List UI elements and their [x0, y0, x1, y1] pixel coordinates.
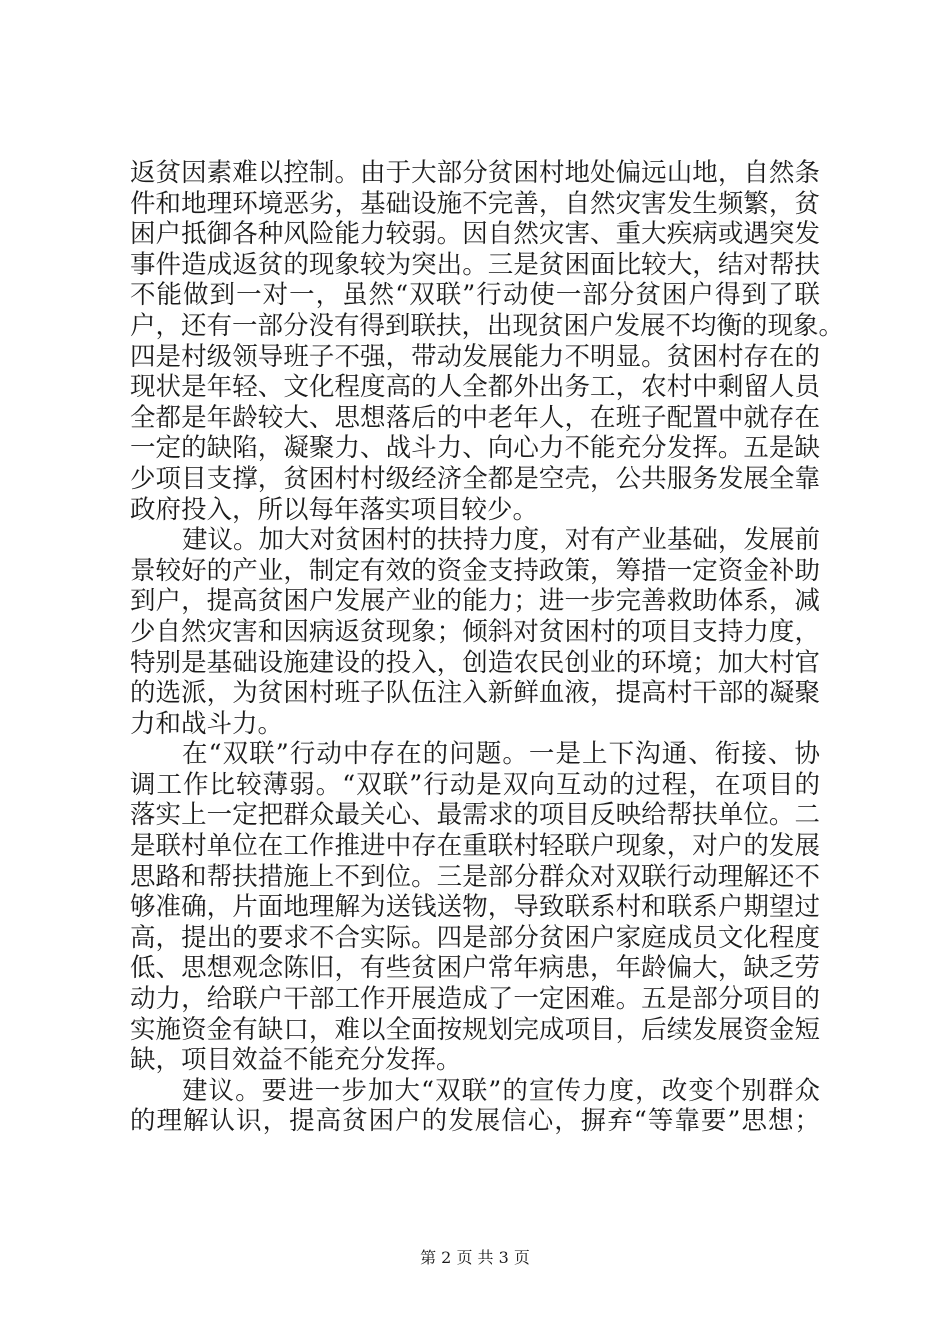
text-line: 动力，给联户干部工作开展造成了一定困难。五是部分项目的	[130, 984, 820, 1015]
text-line: 力和战斗力。	[130, 708, 284, 739]
text-line: 户，还有一部分没有得到联扶，出现贫困户发展不均衡的现象。	[130, 310, 845, 341]
text-line: 特别是基础设施建设的投入，创造农民创业的环境；加大村官	[130, 647, 820, 678]
text-line: 低、思想观念陈旧，有些贫困户常年病患，年龄偏大，缺乏劳	[130, 953, 820, 984]
text-line: 少自然灾害和因病返贫现象；倾斜对贫困村的项目支持力度，	[130, 616, 820, 647]
text-line: 落实上一定把群众最关心、最需求的项目反映给帮扶单位。二	[130, 800, 820, 831]
text-line: 全都是年龄较大、思想落后的中老年人，在班子配置中就存在	[130, 402, 820, 433]
text-line: 思路和帮扶措施上不到位。三是部分群众对双联行动理解还不	[130, 861, 820, 892]
text-line: 建议。加大对贫困村的扶持力度，对有产业基础，发展前	[182, 525, 820, 556]
text-line: 不能做到一对一，虽然“双联”行动使一部分贫困户得到了联	[130, 280, 820, 311]
text-line: 是联村单位在工作推进中存在重联村轻联户现象，对户的发展	[130, 831, 820, 862]
text-line: 的选派，为贫困村班子队伍注入新鲜血液，提高村干部的凝聚	[130, 678, 820, 709]
document-body	[130, 158, 845, 1137]
text-line: 实施资金有缺口，难以全面按规划完成项目，后续发展资金短	[130, 1014, 820, 1045]
page-number-footer: 第 2 页 共 3 页	[420, 1248, 530, 1267]
text-line: 现状是年轻、文化程度高的人全都外出务工，农村中剩留人员	[130, 372, 820, 403]
text-line: 在“双联”行动中存在的问题。一是上下沟通、衔接、协	[182, 739, 820, 770]
text-line: 够准确，片面地理解为送钱送物，导致联系村和联系户期望过	[130, 892, 820, 923]
text-line: 高，提出的要求不合实际。四是部分贫困户家庭成员文化程度	[130, 922, 820, 953]
text-line: 缺，项目效益不能充分发挥。	[130, 1045, 462, 1076]
text-line: 调工作比较薄弱。“双联”行动是双向互动的过程，在项目的	[130, 769, 820, 800]
text-line: 到户，提高贫困户发展产业的能力；进一步完善救助体系，减	[130, 586, 820, 617]
text-line: 困户抵御各种风险能力较弱。因自然灾害、重大疾病或遇突发	[130, 219, 820, 250]
text-line: 事件造成返贫的现象较为突出。三是贫困面比较大，结对帮扶	[130, 249, 820, 280]
text-line: 件和地理环境恶劣，基础设施不完善，自然灾害发生频繁，贫	[130, 188, 820, 219]
text-line: 的理解认识，提高贫困户的发展信心，摒弃“等靠要”思想；	[130, 1106, 820, 1137]
text-line: 建议。要进一步加大“双联”的宣传力度，改变个别群众	[182, 1075, 820, 1106]
text-line: 四是村级领导班子不强，带动发展能力不明显。贫困村存在的	[130, 341, 820, 372]
text-line: 少项目支撑，贫困村村级经济全都是空壳，公共服务发展全靠	[130, 463, 820, 494]
text-line: 景较好的产业，制定有效的资金支持政策，筹措一定资金补助	[130, 555, 820, 586]
text-line: 返贫因素难以控制。由于大部分贫困村地处偏远山地，自然条	[130, 158, 820, 188]
text-line: 一定的缺陷，凝聚力、战斗力、向心力不能充分发挥。五是缺	[130, 433, 820, 464]
text-line: 政府投入，所以每年落实项目较少。	[130, 494, 539, 525]
